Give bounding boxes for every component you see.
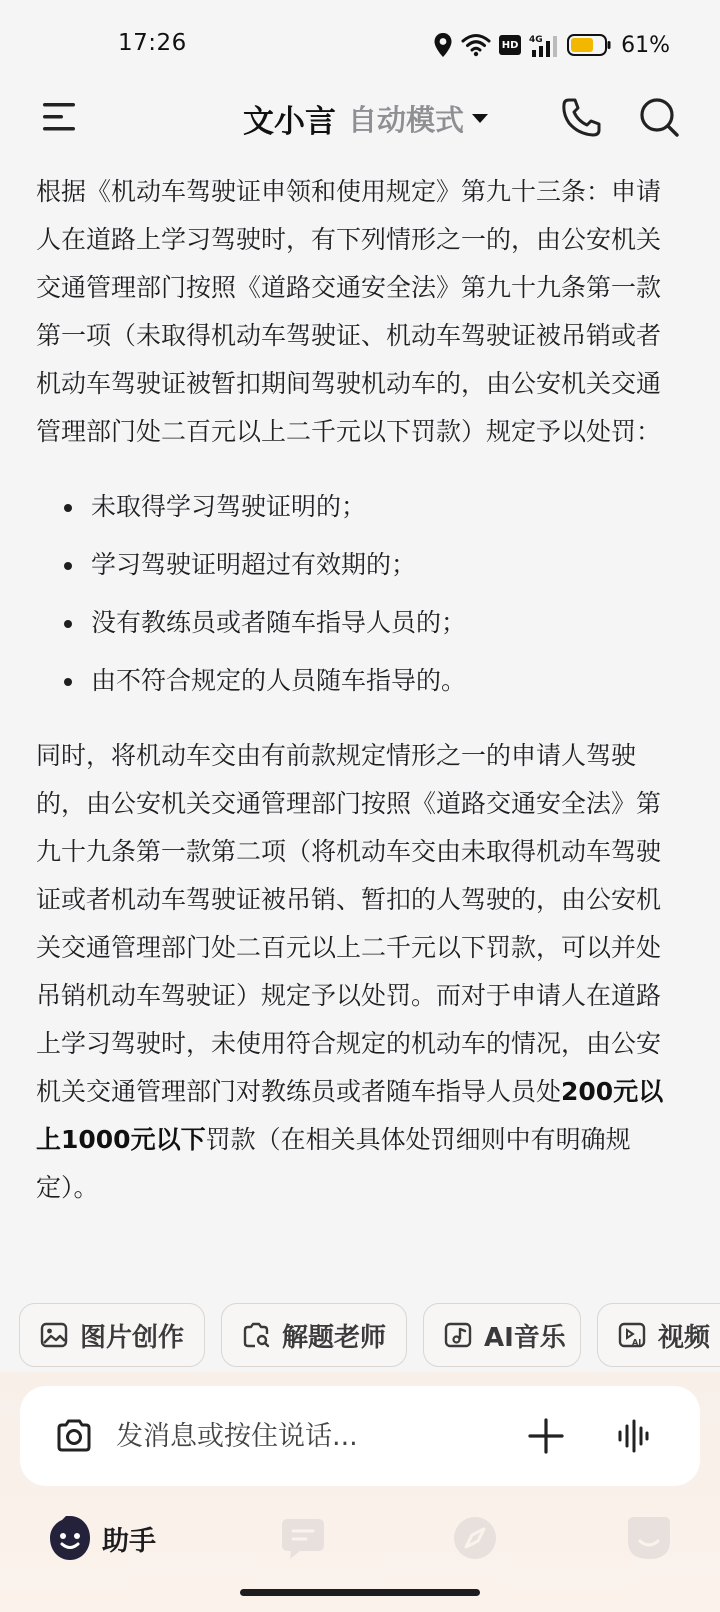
fine-amount-bold: 200元以上1000元以下: [36, 1077, 664, 1154]
mode-label: 自动模式: [348, 102, 465, 137]
bullet-item: 没有教练员或者随车指导人员的；: [36, 594, 676, 652]
chat-bubble-icon: [280, 1515, 326, 1561]
chip-label: 视频: [658, 1322, 711, 1353]
menu-icon[interactable]: [40, 96, 82, 138]
caret-down-icon: [472, 114, 488, 123]
camera-search-icon: [242, 1321, 270, 1349]
svg-text:4G: 4G: [529, 35, 543, 45]
chip-ai-video[interactable]: [597, 1303, 720, 1367]
battery-icon: [567, 33, 611, 57]
paragraph-2-text: 同时，将机动车交由有前款规定情形之一的申请人驾驶的，由公安机关交通管理部门按照《道路交通安全法》第九十九条第一款第二项（将机动车交由未取得机动车驾驶证或者机动车驾驶证被吊销、暂扣的人驾驶的，由公安机关交通管理部门处二百元以上二千元以下罚款，可以并处吊销机动车驾驶证）规定予以处罚。而对于申请人在道路上学习驾驶时，未使用符合规定的机动车的情况，由公安机关交通管理部门对教练员或者随车指导人员处: [36, 741, 662, 1106]
chip-label: 解题老师: [282, 1322, 387, 1353]
mode-selector[interactable]: [243, 96, 488, 140]
tab-discover[interactable]: [452, 1508, 498, 1568]
battery-percent: 61%: [621, 32, 670, 58]
wifi-icon: [461, 33, 491, 57]
compass-icon: [452, 1515, 498, 1561]
search-icon[interactable]: [638, 96, 680, 138]
bullet-item: 学习驾驶证明超过有效期的；: [36, 536, 676, 594]
chip-ai-music[interactable]: [423, 1303, 581, 1367]
answer-content: [36, 168, 676, 1283]
bullet-item: 未取得学习驾驶证明的；: [36, 478, 676, 536]
chip-image-creation[interactable]: [19, 1303, 205, 1367]
app-header: [0, 90, 720, 150]
answer-paragraph-2: [36, 732, 676, 1212]
status-time: 17:26: [118, 30, 187, 56]
assistant-avatar-icon: [48, 1514, 92, 1562]
ai-video-icon: [618, 1321, 646, 1349]
image-icon: [40, 1321, 68, 1349]
status-bar: [0, 0, 720, 90]
tab-label: 助手: [102, 1525, 156, 1557]
chip-solver[interactable]: [221, 1303, 407, 1367]
phone-icon[interactable]: [560, 96, 602, 138]
tab-assistant[interactable]: [48, 1508, 156, 1568]
plus-icon[interactable]: [528, 1418, 564, 1454]
message-input-bar: [20, 1386, 700, 1486]
bullet-item: 由不符合规定的人员随车指导的。: [36, 652, 676, 710]
tab-me[interactable]: [626, 1508, 672, 1568]
voice-wave-icon[interactable]: [614, 1418, 650, 1454]
home-indicator: [240, 1589, 480, 1596]
music-note-icon: [444, 1321, 472, 1349]
location-icon: [433, 32, 453, 58]
message-input[interactable]: [116, 1412, 496, 1460]
camera-icon[interactable]: [54, 1416, 94, 1456]
hd-badge: HD: [499, 35, 521, 55]
svg-text:AI: AI: [632, 1338, 642, 1347]
feature-chips: [19, 1303, 720, 1367]
answer-bullet-list: [36, 478, 676, 710]
profile-face-icon: [626, 1515, 672, 1561]
status-icons: [433, 30, 670, 60]
answer-paragraph-1: 根据《机动车驾驶证申领和使用规定》第九十三条：申请人在道路上学习驾驶时，有下列情形之一的，由公安机关交通管理部门按照《道路交通安全法》第九十九条第一款第一项（未取得机动车驾驶证、机动车驾驶证被吊销或者机动车驾驶证被暂扣期间驾驶机动车的，由公安机关交通管理部门处二百元以上二千元以下罚款）规定予以处罚：: [36, 177, 662, 446]
tab-chat[interactable]: [280, 1508, 326, 1568]
signal-4g-icon: [529, 32, 559, 58]
paragraph-2-tail: 罚款（在相关具体处罚细则中有明确规定）。: [36, 1125, 631, 1202]
bottom-area: [0, 1372, 720, 1612]
chip-label: AI音乐: [484, 1322, 566, 1353]
chip-label: 图片创作: [80, 1322, 185, 1353]
app-title: 文小言: [243, 103, 336, 140]
bottom-tab-bar: [0, 1508, 720, 1568]
